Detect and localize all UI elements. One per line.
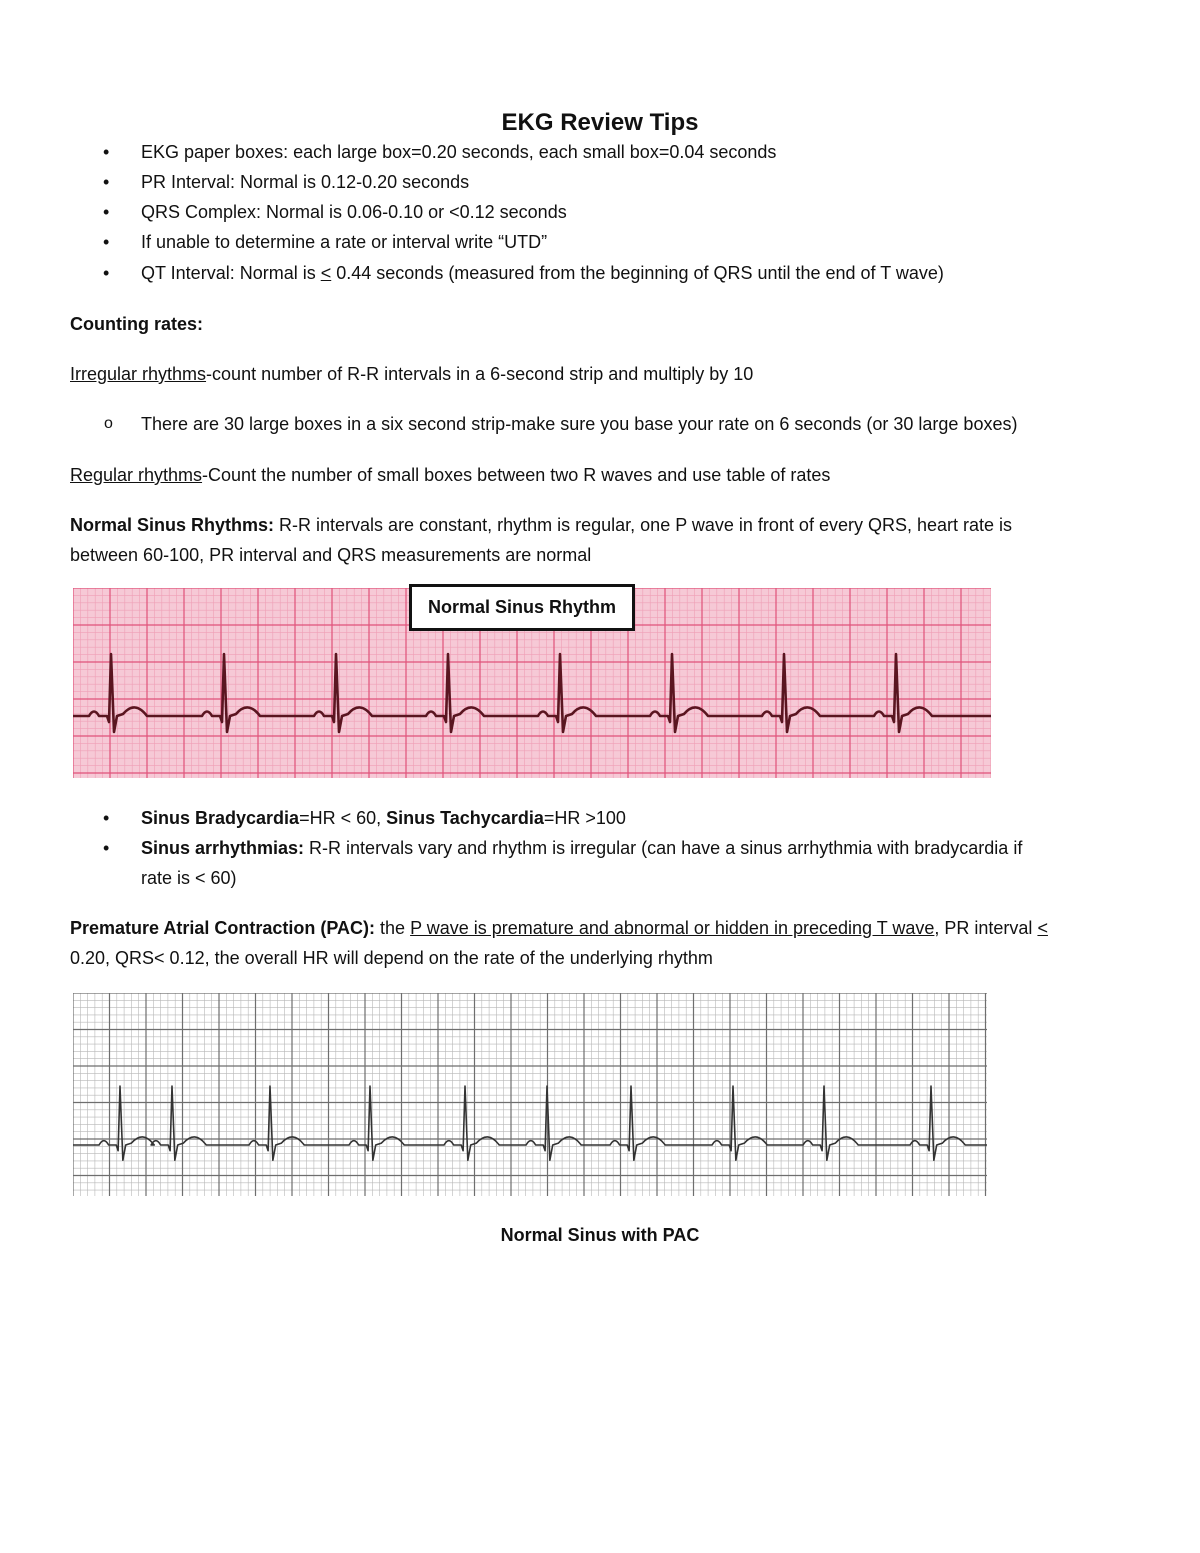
bullet-marker: • bbox=[103, 808, 110, 828]
bullet-utd: If unable to determine a rate or interval write “UTD” bbox=[141, 232, 548, 252]
brady-text: =HR < 60, bbox=[299, 808, 387, 828]
tachy-text: =HR >100 bbox=[543, 808, 626, 828]
bullet-marker: • bbox=[103, 202, 110, 222]
pac-paragraph-line2: 0.20, QRS< 0.12, the overall HR will depend on the rate of the underlying rhythm bbox=[70, 948, 713, 968]
bullet-qt-interval bbox=[141, 262, 944, 284]
ekg-paper-background bbox=[73, 993, 987, 1196]
regular-rhythms-text: -Count the number of small boxes between two R waves and use table of rates bbox=[202, 465, 831, 485]
qt-prefix: QT Interval: Normal is bbox=[141, 263, 321, 283]
nsr-heading: Normal Sinus Rhythms: bbox=[70, 515, 275, 535]
irregular-rhythms-text: -count number of R-R intervals in a 6-second strip and multiply by 10 bbox=[206, 364, 754, 384]
irregular-sub-bullet: There are 30 large boxes in a six second strip-make sure you base your rate on 6 seconds (or 30 large boxes) bbox=[141, 414, 1018, 434]
pac-text-2: , PR interval bbox=[934, 918, 1038, 938]
arrhythmia-text-2: rate is < 60) bbox=[141, 868, 237, 888]
brady-label: Sinus Bradycardia bbox=[141, 808, 300, 828]
bullet-paper-boxes: EKG paper boxes: each large box=0.20 seconds, each small box=0.04 seconds bbox=[141, 142, 777, 162]
arrhythmia-text-1: R-R intervals vary and rhythm is irregular (can have a sinus arrhythmia with bradycardia if bbox=[304, 838, 1023, 858]
bullet-marker: • bbox=[103, 142, 110, 162]
nsr-paragraph-line1 bbox=[70, 514, 1012, 536]
bullet-pr-interval: PR Interval: Normal is 0.12-0.20 seconds bbox=[141, 172, 470, 192]
page-title: EKG Review Tips bbox=[501, 109, 699, 136]
bullet-marker: • bbox=[103, 172, 110, 192]
qt-suffix: 0.44 seconds (measured from the beginning of QRS until the end of T wave) bbox=[331, 263, 944, 283]
irregular-rhythms-label: Irregular rhythms bbox=[70, 364, 207, 384]
pac-strip-caption: Normal Sinus with PAC bbox=[500, 1225, 700, 1245]
pac-paragraph-line1 bbox=[70, 917, 1048, 939]
pac-underlined-text: P wave is premature and abnormal or hidden in preceding T wave bbox=[410, 918, 935, 938]
bullet-marker: • bbox=[103, 838, 110, 858]
bullet-brady-tachy bbox=[141, 807, 626, 829]
nsr-paragraph-line2: between 60-100, PR interval and QRS measurements are normal bbox=[70, 545, 592, 565]
qt-less-equal-symbol: < bbox=[320, 263, 332, 283]
bullet-qrs-complex: QRS Complex: Normal is 0.06-0.10 or <0.12 seconds bbox=[141, 202, 567, 222]
nsr-text-1: R-R intervals are constant, rhythm is regular, one P wave in front of every QRS, heart rate is bbox=[274, 515, 1013, 535]
bullet-marker: • bbox=[103, 232, 110, 252]
bullet-sinus-arrhythmia bbox=[141, 837, 1022, 859]
nsr-strip-label: Normal Sinus Rhythm bbox=[409, 584, 635, 631]
regular-rhythms-label: Regular rhythms bbox=[70, 465, 203, 485]
irregular-rhythms-line bbox=[70, 363, 753, 385]
arrhythmia-label: Sinus arrhythmias: bbox=[141, 838, 305, 858]
bullet-marker: • bbox=[103, 263, 110, 283]
normal-sinus-with-pac-strip bbox=[73, 993, 987, 1196]
counting-rates-heading: Counting rates: bbox=[70, 314, 203, 334]
pac-less-equal-symbol: < bbox=[1037, 918, 1048, 938]
regular-rhythms-line bbox=[70, 464, 830, 486]
pac-heading: Premature Atrial Contraction (PAC): bbox=[70, 918, 376, 938]
pac-text-1: the bbox=[375, 918, 411, 938]
tachy-label: Sinus Tachycardia bbox=[386, 808, 544, 828]
sub-bullet-marker: o bbox=[104, 415, 113, 432]
